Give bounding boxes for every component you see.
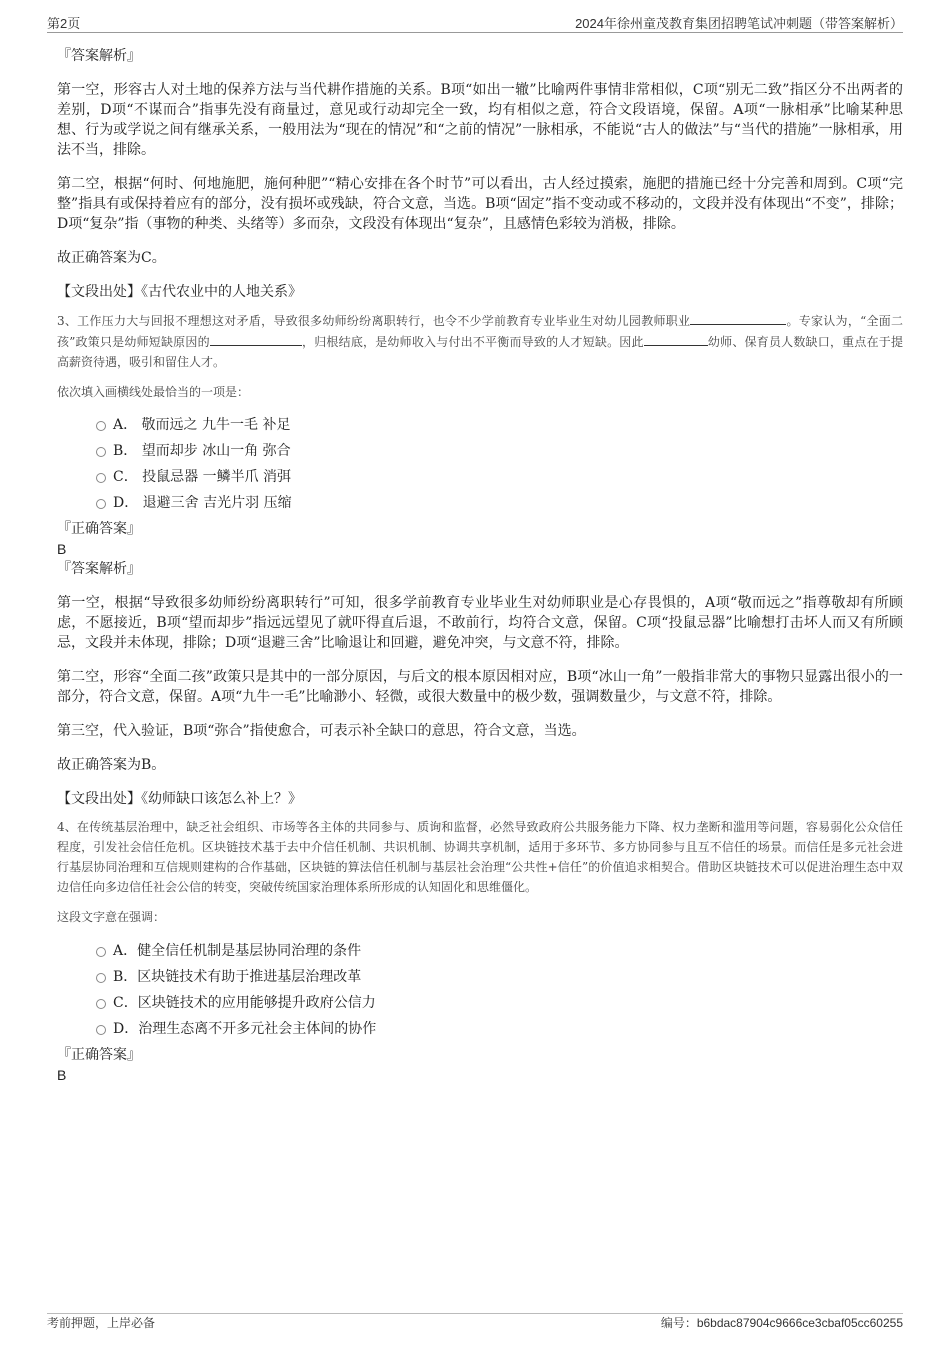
footer-slogan: 考前押题，上岸必备 — [47, 1316, 156, 1330]
q3-stem-part-a: 3、工作压力大与回报不理想这对矛盾，导致很多幼师纷纷离职转行，也令不少学前教育专业毕业生对幼儿园教师职业 — [57, 314, 691, 328]
page-header — [47, 10, 903, 33]
q3-option-a[interactable] — [96, 415, 903, 441]
q3-stem-part-d: 幼师、保育员人数缺口，重点在于提高薪资待遇，吸引和留住人才。 — [57, 335, 903, 369]
q3-option-label: D． 退避三舍 吉光片羽 压缩 — [113, 495, 292, 511]
q3-option-d[interactable] — [96, 493, 903, 519]
q4-option-label: D．治理生态离不开多元社会主体间的协作 — [113, 1021, 377, 1037]
q4-option-c[interactable] — [96, 993, 903, 1019]
q4-option-b[interactable] — [96, 967, 903, 993]
radio-icon[interactable] — [96, 947, 106, 957]
q3-correct-tag: 『正确答案』 — [57, 521, 141, 537]
q2-analysis-p2: 第二空，根据“何时、何地施肥，施何种肥”“精心安排在各个时节”可以看出，古人经过摸索，施肥的措施已经十分完善和周到。C项“完整”指具有或保持着应有的部分，没有损坏或残缺，符合文意，当选。B项“固定”指不变动或不移动的，文段并没有体现出“不变”，排除；D项“复杂”指（事物的种类、头绪等）多而杂，文段没有体现出“复杂”，且感情色彩较为消极，排除。 — [57, 176, 903, 232]
page-footer — [47, 1313, 903, 1330]
q3-source: 【文段出处】《幼师缺口该怎么补上？》 — [57, 791, 302, 807]
q3-option-c[interactable] — [96, 467, 903, 493]
q4-stem: 4、在传统基层治理中，缺乏社会组织、市场等各主体的共同参与、质询和监督，必然导致政府公共服务能力下降、权力垄断和滥用等问题，容易弱化公众信任程度，引发社会信任危机。区块链技术基于去中介信任机制、共识机制、协调共享机制，适用于多环节、多方协同参与且互不信任的场景。而信任是多元社会进行基层协同治理和互信规则建构的合作基础，区块链的算法信任机制与基层社会治理“公共性+信任”的价值追求相契合。借助区块链技术可以促进治理生态中双边信任向多边信任社会公信的转变，突破传统国家治理体系所形成的认知固化和思维僵化。 — [57, 820, 903, 894]
q3-option-label: C． 投鼠忌器 一鳞半爪 消弭 — [113, 469, 292, 485]
radio-icon[interactable] — [96, 1025, 106, 1035]
q4-option-label: B．区块链技术有助于推进基层治理改革 — [113, 969, 362, 985]
q2-conclusion: 故正确答案为C。 — [57, 250, 166, 266]
q4-option-a[interactable] — [96, 941, 903, 967]
q3-option-label: B． 望而却步 冰山一角 弥合 — [113, 443, 291, 459]
q4-prompt: 这段文字意在强调： — [57, 910, 166, 924]
q3-analysis-p3: 第三空，代入验证，B项“弥合”指使愈合，可表示补全缺口的意思，符合文意，当选。 — [57, 723, 586, 739]
q2-analysis-tag: 『答案解析』 — [57, 48, 141, 64]
q3-stem-part-c: ，归根结底，是幼师收入与付出不平衡而导致的人才短缺。因此 — [301, 335, 644, 349]
q2-analysis-p1: 第一空，形容古人对土地的保养方法与当代耕作措施的关系。B项“如出一辙”比喻两件事情非常相似，C项“别无二致”指区分不出两者的差别，D项“不谋而合”指事先没有商量过，意见或行动却完全一致，均有相似之意，符合文段语境，保留。A项“一脉相承”比喻某种思想、行为或学说之间有继承关系，一般用法为“现在的情况”和“之前的情况”一脉相承，不能说“古人的做法”与“当代的措施”一脉相承，用法不当，排除。 — [57, 82, 903, 158]
q3-options — [57, 415, 903, 519]
q3-blank-1 — [690, 310, 786, 325]
q3-conclusion: 故正确答案为B。 — [57, 757, 166, 773]
document-id: 编号：b6bdac87904c9666ce3cbaf05cc60255 — [660, 1316, 903, 1330]
radio-icon[interactable] — [96, 973, 106, 983]
q4-correct-tag: 『正确答案』 — [57, 1047, 141, 1063]
q4-option-d[interactable] — [96, 1019, 903, 1045]
radio-icon[interactable] — [96, 473, 106, 483]
document-title: 2024年徐州童茂教育集团招聘笔试冲刺题（带答案解析） — [575, 16, 903, 31]
q3-blank-2 — [210, 331, 302, 346]
q3-analysis-p2: 第二空，形容“全面二孩”政策只是其中的一部分原因，与后文的根本原因相对应，B项“冰山一角”一般指非常大的事物只显露出很小的一部分，符合文意，保留。A项“九牛一毛”比喻渺小、轻微，或很大数量中的极少数，强调数量少，与文意不符，排除。 — [57, 669, 903, 705]
radio-icon[interactable] — [96, 421, 106, 431]
q4-correct-answer: B — [57, 1067, 67, 1083]
q3-option-label: A． 敬而远之 九牛一毛 补足 — [113, 417, 291, 433]
q3-analysis-p1: 第一空，根据“导致很多幼师纷纷离职转行”可知，很多学前教育专业毕业生对幼师职业是心存畏惧的，A项“敬而远之”指尊敬却有所顾虑，不愿接近，B项“望而却步”指远远望见了就吓得直后退，不敢前行，均符合文意，保留。C项“投鼠忌器”比喻想打击坏人而又有所顾忌，文段并未体现，排除；D项“退避三舍”比喻退让和回避，避免冲突，与文意不符，排除。 — [57, 595, 903, 651]
q3-analysis-tag: 『答案解析』 — [57, 561, 141, 577]
q4-option-label: C．区块链技术的应用能够提升政府公信力 — [113, 995, 376, 1011]
document-body — [57, 44, 903, 1085]
q3-stem-part-b: 。专家认为，“全面二孩”政策只是幼师短缺原因的 — [57, 314, 904, 349]
q3-blank-3 — [644, 331, 708, 346]
q3-option-b[interactable] — [96, 441, 903, 467]
radio-icon[interactable] — [96, 447, 106, 457]
q4-option-label: A．健全信任机制是基层协同治理的条件 — [113, 943, 362, 959]
page-number: 第2页 — [47, 16, 81, 31]
q4-options — [57, 941, 903, 1045]
radio-icon[interactable] — [96, 999, 106, 1009]
q3-correct-answer: B — [57, 541, 67, 557]
q3-stem — [57, 310, 903, 372]
radio-icon[interactable] — [96, 499, 106, 509]
q2-source: 【文段出处】《古代农业中的人地关系》 — [57, 284, 302, 300]
q3-prompt: 依次填入画横线处最恰当的一项是： — [57, 385, 250, 399]
